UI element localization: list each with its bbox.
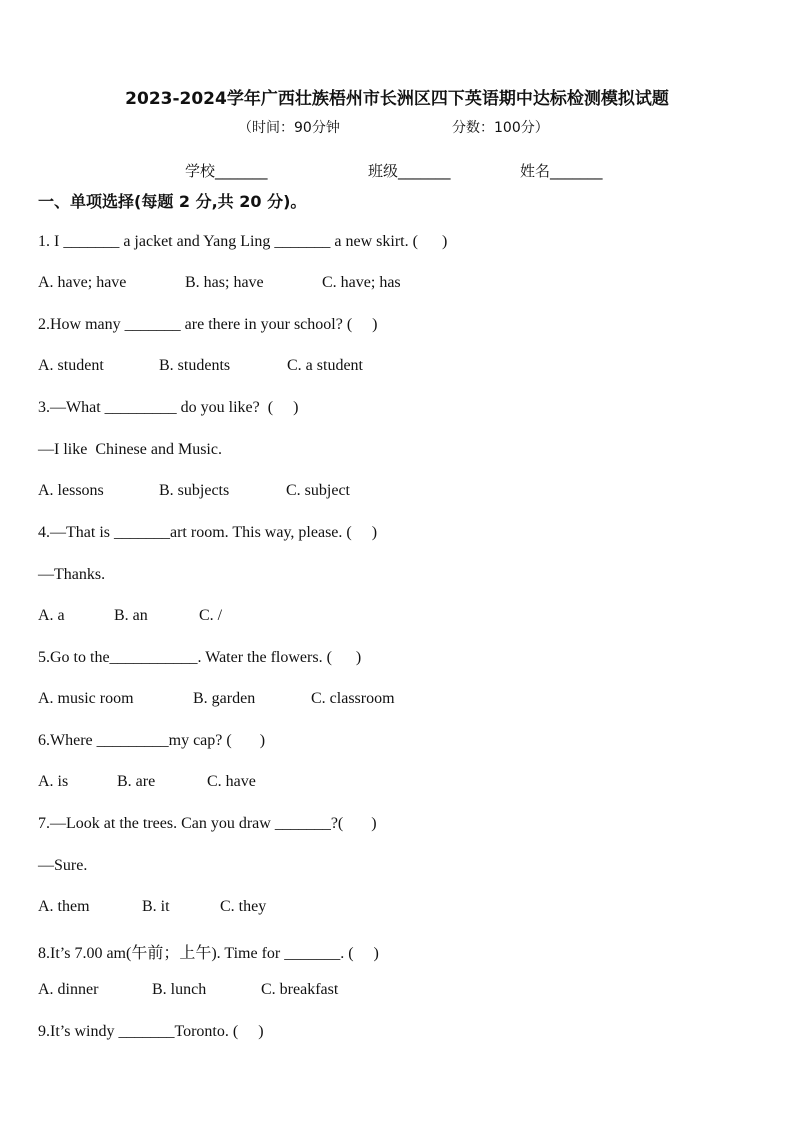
option-a: A. student bbox=[38, 357, 104, 374]
option-c: C. classroom bbox=[311, 690, 395, 707]
option-b: B. lunch bbox=[152, 981, 207, 998]
option-b: B. subjects bbox=[159, 482, 230, 499]
question-5-stem: 5.Go to the___________. Water the flowers. ( ) bbox=[38, 649, 362, 666]
exam-title: 2023-2024学年广西壮族梧州市长洲区四下英语期中达标检测模拟试题 bbox=[125, 89, 669, 109]
question-3-stem: 3.—What _________ do you like? ( ) bbox=[38, 399, 299, 416]
option-a: A. a bbox=[38, 607, 65, 624]
option-b: B. are bbox=[117, 773, 156, 790]
exam-score: 分数：100分） bbox=[452, 120, 549, 136]
option-a: A. dinner bbox=[38, 981, 99, 998]
option-a: A. is bbox=[38, 773, 69, 790]
question-3-dialog: —I like Chinese and Music. bbox=[38, 441, 222, 458]
question-7-stem: 7.—Look at the trees. Can you draw _______?( ) bbox=[38, 815, 377, 832]
option-c: C. breakfast bbox=[261, 981, 339, 998]
option-c: C. a student bbox=[287, 357, 363, 374]
question-4-dialog: —Thanks. bbox=[38, 566, 106, 583]
question-1-stem: 1. I _______ a jacket and Yang Ling _______ a new skirt. ( ) bbox=[38, 233, 448, 250]
option-b: B. an bbox=[114, 607, 148, 624]
option-c: C. they bbox=[220, 898, 267, 915]
option-c: C. have bbox=[207, 773, 256, 790]
section-title: 一、单项选择(每题 2 分,共 20 分)。 bbox=[38, 192, 307, 211]
option-a: A. have; have bbox=[38, 274, 127, 291]
name-field: 姓名_______ bbox=[520, 162, 603, 180]
question-4-stem: 4.—That is _______art room. This way, please. ( ) bbox=[38, 524, 378, 541]
option-b: B. students bbox=[159, 357, 231, 374]
question-7-dialog: —Sure. bbox=[38, 857, 88, 874]
option-a: A. music room bbox=[38, 690, 134, 707]
option-b: B. has; have bbox=[185, 274, 264, 291]
option-c: C. / bbox=[199, 607, 223, 624]
option-b: B. it bbox=[142, 898, 170, 915]
option-b: B. garden bbox=[193, 690, 256, 707]
question-2-stem: 2.How many _______ are there in your school? ( ) bbox=[38, 316, 378, 333]
exam-time: （时间：90分钟 bbox=[238, 120, 340, 136]
class-field: 班级_______ bbox=[368, 162, 451, 180]
question-8-stem: 8.It’s 7.00 am(午前；上午). Time for _______. ( ) bbox=[38, 945, 379, 962]
option-a: A. lessons bbox=[38, 482, 104, 499]
option-a: A. them bbox=[38, 898, 90, 915]
question-6-stem: 6.Where _________my cap? ( ) bbox=[38, 732, 266, 749]
option-c: C. subject bbox=[286, 482, 350, 499]
question-9-stem: 9.It’s windy _______Toronto. ( ) bbox=[38, 1023, 264, 1040]
school-field: 学校_______ bbox=[185, 162, 268, 180]
option-c: C. have; has bbox=[322, 274, 401, 291]
